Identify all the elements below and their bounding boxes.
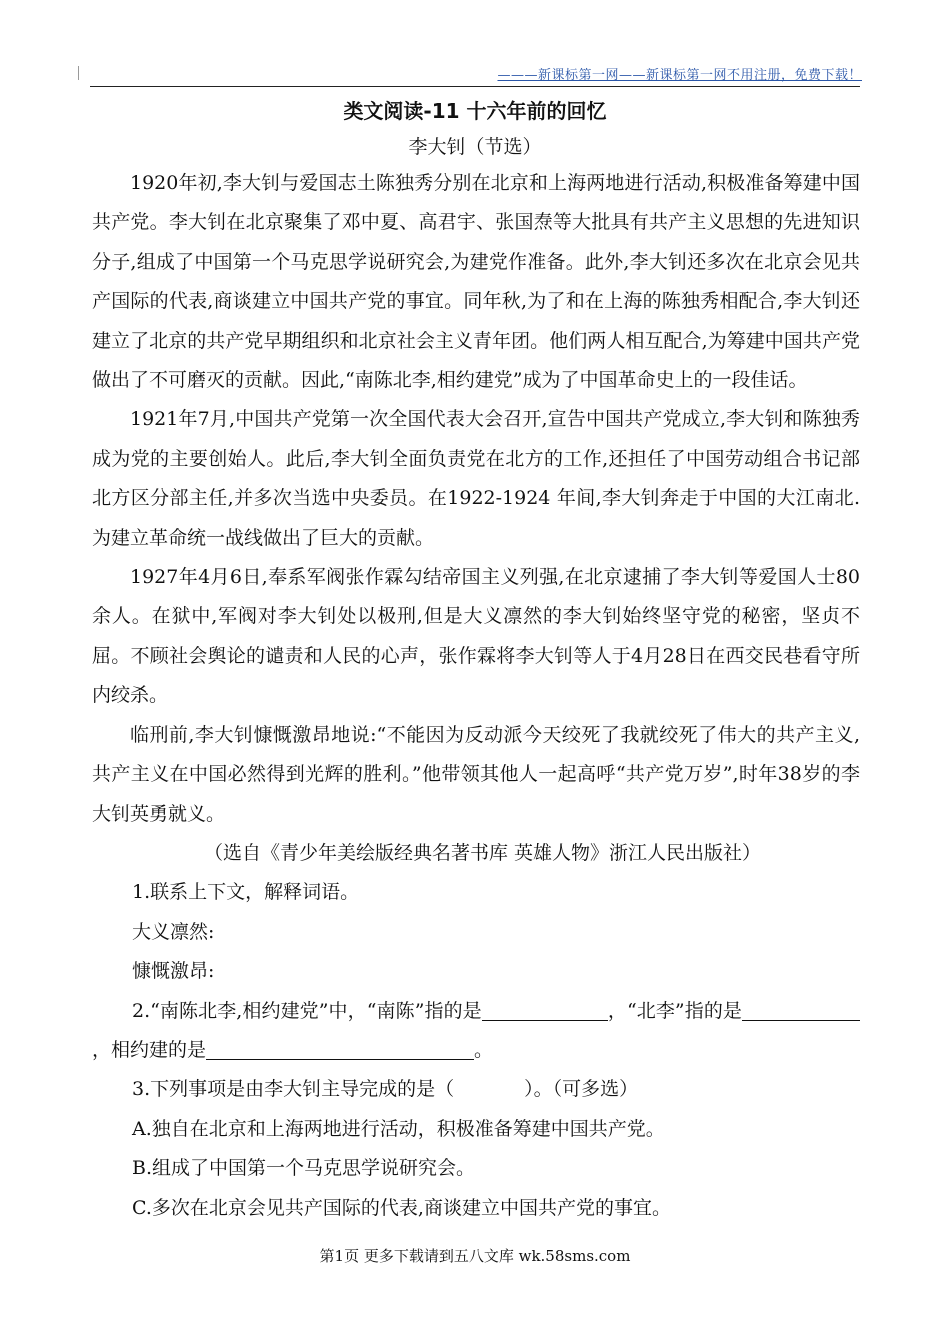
corner-crop-mark (78, 66, 79, 80)
source-citation: （选自《青少年美绘版经典名著书库 英雄人物》浙江人民出版社） (204, 841, 762, 864)
question-3-text-a: 3.下列事项是由李大钊主导完成的是（ (132, 1078, 455, 1101)
header-rule (90, 86, 860, 87)
article-title: 类文阅读-11 十六年前的回忆 (343, 99, 607, 123)
question-1-term-b: 慷慨激昂: (132, 960, 215, 983)
question-1-term-a: 大义凛然: (132, 920, 215, 943)
question-3-option-a: A.独自在北京和上海两地进行活动，积极准备筹建中国共产党。 (132, 1117, 665, 1140)
question-3 (92, 1070, 860, 1109)
header-site-link[interactable]: ———新课标第一网——新课标第一网不用注册，免费下载！ (497, 68, 862, 83)
paragraph-4: 临刑前,李大钊慷慨激昂地说:“不能因为反动派今天绞死了我就绞死了伟大的共产主义,共产主义在中国必然得到光辉的胜利。”他带领其他人一起高呼“共产党万岁”,时年38岁的李大钊英勇就义。 (92, 723, 860, 825)
paragraph-1: 1920年初,李大钊与爱国志土陈独秀分别在北京和上海两地进行活动,积极准备筹建中国共产党。李大钊在北京聚集了邓中夏、高君宇、张国焘等大批具有共产主义思想的先进知识分子,组成了中国第一个马克思学说研究会,为建党作准备。此外,李大钊还多次在北京会见共产国际的代表,商谈建立中国共产党的事宜。同年秋,为了和在上海的陈独秀相配合,李大钊还建立了北京的共产党早期组织和北京社会主义青年团。他们两人相互配合,为筹建中国共产党做出了不可磨灭的贡献。因此,“南陈北李,相约建党”成为了中国革命史上的一段佳话。 (92, 172, 860, 392)
page-footer: 第1页 更多下载请到五八文库 wk.58sms.com (319, 1247, 631, 1265)
paragraph-2: 1921年7月,中国共产党第一次全国代表大会召开,宣告中国共产党成立,李大钊和陈独秀成为党的主要创始人。此后,李大钊全面负责党在北方的工作,还担任了中国劳动组合书记部北方区分部主任,并多次当选中央委员。在1922-1924 年间,李大钊奔走于中国的大江南北.为建立革命统一战线做出了巨大的贡献。 (92, 408, 860, 549)
answer-blank-nanchen[interactable] (482, 999, 608, 1021)
question-3-text-b: ）。（可多选） (524, 1078, 639, 1101)
paragraph-3: 1927年4月6日,奉系军阀张作霖勾结帝国主义列强,在北京逮捕了李大钊等爱国人士80余人。在狱中,军阀对李大钊处以极刑,但是大义凛然的李大钊始终坚守党的秘密，坚贞不屈。不顾社会舆论的谴责和人民的心声，张作霖将李大钊等人于4月28日在西交民巷看守所内绞杀。 (92, 566, 860, 707)
question-2 (92, 992, 860, 1071)
answer-blank-party[interactable] (206, 1038, 474, 1060)
question-2-text-d: 。 (474, 1038, 494, 1061)
question-2-text-a: 2.“南陈北李,相约建党”中，“南陈”指的是 (132, 999, 482, 1022)
answer-blank-beili[interactable] (742, 999, 860, 1021)
article-subtitle: 李大钊（节选） (408, 136, 542, 158)
question-1: 1.联系上下文，解释词语。 (132, 881, 360, 904)
question-2-text-b: ，“北李”指的是 (607, 999, 742, 1022)
question-3-option-c: C.多次在北京会见共产国际的代表,商谈建立中国共产党的事宜。 (132, 1196, 671, 1219)
question-2-text-c: ，相约建的是 (92, 1038, 207, 1061)
article-body (92, 164, 860, 1228)
question-3-option-b: B.组成了中国第一个马克思学说研究会。 (132, 1157, 476, 1180)
